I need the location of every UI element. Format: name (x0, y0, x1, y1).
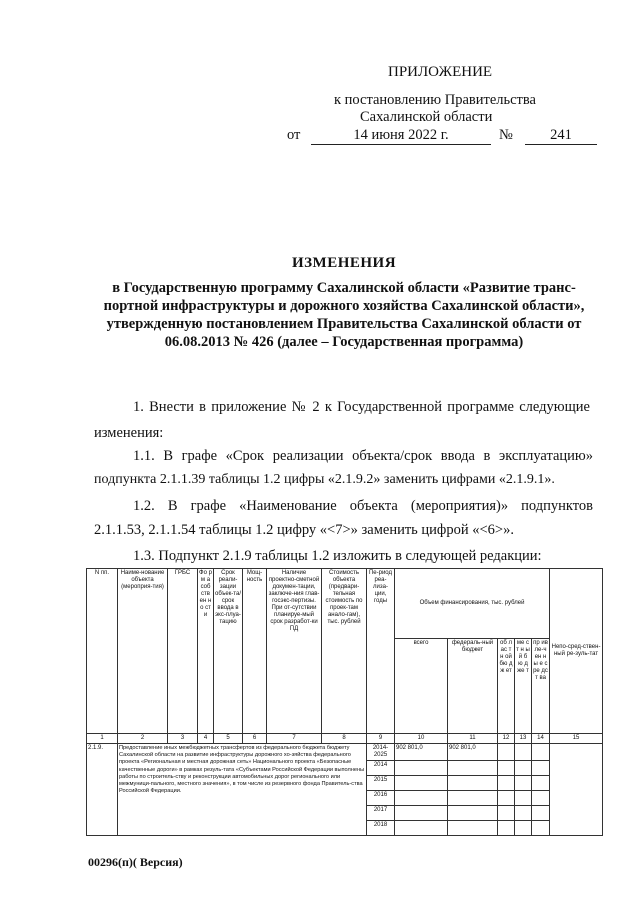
row-total-value: 902 801,0 (395, 744, 448, 761)
cell-empty (448, 761, 498, 776)
cell-empty (498, 806, 515, 821)
col-num-13: 13 (515, 734, 532, 744)
row-year: 2018 (367, 821, 395, 836)
header-ownership-form: Фо рм а соб ств ен но сти (198, 569, 214, 734)
cell-empty (515, 761, 532, 776)
cell-empty (515, 821, 532, 836)
col-num-12: 12 (498, 734, 515, 744)
appendix-title: ПРИЛОЖЕНИЕ (388, 64, 493, 80)
cell-empty (515, 744, 532, 761)
col-num-15: 15 (550, 734, 603, 744)
header-design-docs: Наличие проектно-сметной докумен-тации, заключе-ния глав-госэкс-пертизы. При от-сутствии планируе-мый срок разработ-ки ПД (267, 569, 322, 734)
col-num-11: 11 (448, 734, 498, 744)
header-capacity: Мощ-ность (243, 569, 267, 734)
header-regional: об лас тн ой бю дж ет (498, 639, 515, 734)
cell-empty (498, 761, 515, 776)
col-num-6: 6 (243, 734, 267, 744)
col-num-4: 4 (198, 734, 214, 744)
cell-empty (395, 806, 448, 821)
changes-subtitle-3: утвержденную постановлением Правительства Сахалинской области от (106, 316, 582, 332)
decree-number: 241 (525, 126, 597, 145)
program-table (86, 568, 603, 836)
row-year: 2015 (367, 776, 395, 791)
cell-empty (532, 821, 550, 836)
cell-empty (532, 761, 550, 776)
col-num-10: 10 (395, 734, 448, 744)
cell-empty (498, 791, 515, 806)
col-num-14: 14 (532, 734, 550, 744)
row-year: 2014 (367, 761, 395, 776)
col-num-3: 3 (168, 734, 198, 744)
header-federal: федераль-ный бюджет (448, 639, 498, 734)
paragraph-3-line-2: 2.1.1.53, 2.1.1.54 таблицы 1.2 цифру «<7>» заменить цифрой «<6>». (94, 522, 514, 538)
col-num-1: 1 (87, 734, 118, 744)
cell-empty (498, 776, 515, 791)
changes-title: ИЗМЕНЕНИЯ (291, 255, 397, 271)
col-num-7: 7 (267, 734, 322, 744)
col-num-5: 5 (214, 734, 243, 744)
cell-empty (532, 744, 550, 761)
document-code: 00296(п)( Версия) (88, 855, 183, 869)
row-number: 2.1.9. (87, 744, 118, 836)
row-period-total: 2014-2025 (367, 744, 395, 761)
row-year: 2016 (367, 791, 395, 806)
cell-empty (448, 791, 498, 806)
row-year: 2017 (367, 806, 395, 821)
header-total: всего (395, 639, 448, 734)
changes-subtitle-1: в Государственную программу Сахалинской области «Развитие транс- (112, 280, 576, 296)
cell-empty (395, 821, 448, 836)
paragraph-3-line-1: 1.2. В графе «Наименование объекта (мероприятия)» подпунктов (133, 498, 593, 514)
appendix-line1: к постановлению Правительства (334, 92, 536, 108)
header-local: ме ст н ы й б ю д же т (515, 639, 532, 734)
header-object-name: Наиме-нование объекта (мероприя-тия) (118, 569, 168, 734)
header-period: Пе-риод реа-лиза-ции, годы (367, 569, 395, 734)
header-num: N пп. (87, 569, 118, 734)
appendix-line2: Сахалинской области (360, 109, 493, 125)
header-financing-volume: Объем финансирования, тыс. рублей (395, 569, 550, 639)
row-description: Предоставление иных межбюджетных трансфертов из федерального бюджета бюджету Сахалинской области на развитие инфраструктуры дорожного хо-зяйства федерального проекта «Региональная и местная дорожная сеть» Национального проекта «Безопасные качественные дороги» в рамках резуль-тата «Субъектами Российской Федерации выполнены работы по строитель-ству и реконструкции автомобильных дорог регионального или межмуници-пального, местного значения», в том числе из резервного фонда Правитель-ства Российской Федерации. (118, 744, 367, 836)
cell-empty (498, 744, 515, 761)
col-num-2: 2 (118, 734, 168, 744)
header-grbs: ГРБС (168, 569, 198, 734)
cell-empty (395, 776, 448, 791)
changes-subtitle-2: портной инфраструктуры и дорожного хозяйства Сахалинской области», (103, 298, 585, 314)
cell-empty (515, 791, 532, 806)
cell-empty (498, 821, 515, 836)
number-label: № (499, 127, 513, 143)
from-label: от (287, 127, 301, 143)
cell-empty (448, 776, 498, 791)
cell-empty (395, 761, 448, 776)
col-num-9: 9 (367, 734, 395, 744)
col-num-8: 8 (322, 734, 367, 744)
cell-empty (515, 776, 532, 791)
changes-subtitle-4: 06.08.2013 № 426 (далее – Государственная программа) (164, 334, 524, 350)
paragraph-2-line-2: подпункта 2.1.1.39 таблицы 1.2 цифры «2.1.9.2» заменить цифрами «2.1.9.1». (94, 472, 555, 487)
cell-empty (448, 806, 498, 821)
paragraph-1-line-2: изменения: (94, 425, 164, 441)
header-other: пр ив ле-чен ны е сре дст ва (532, 639, 550, 734)
cell-empty (532, 776, 550, 791)
header-direct-result: Непо-сред-ствен-ный ре-зуль-тат (550, 569, 603, 734)
cell-empty (395, 791, 448, 806)
row-federal-value: 902 801,0 (448, 744, 498, 761)
cell-empty (550, 744, 603, 836)
paragraph-2-line-1: 1.1. В графе «Срок реализации объекта/срок ввода в эксплуатацию» (133, 448, 593, 464)
header-term: Срок реали-зации объек-та/срок ввода в экс-плуа-тацию (214, 569, 243, 734)
decree-date: 14 июня 2022 г. (311, 126, 491, 145)
cell-empty (532, 791, 550, 806)
header-cost: Стоимость объекта (предвари-тельная стоимость по проек-там анало-гам), тыс. рублей (322, 569, 367, 734)
paragraph-4: 1.3. Подпункт 2.1.9 таблицы 1.2 изложить в следующей редакции: (133, 548, 542, 564)
paragraph-1-line-1: 1. Внести в приложение № 2 к Государственной программе следующие (133, 399, 590, 415)
cell-empty (515, 806, 532, 821)
cell-empty (448, 821, 498, 836)
cell-empty (532, 806, 550, 821)
